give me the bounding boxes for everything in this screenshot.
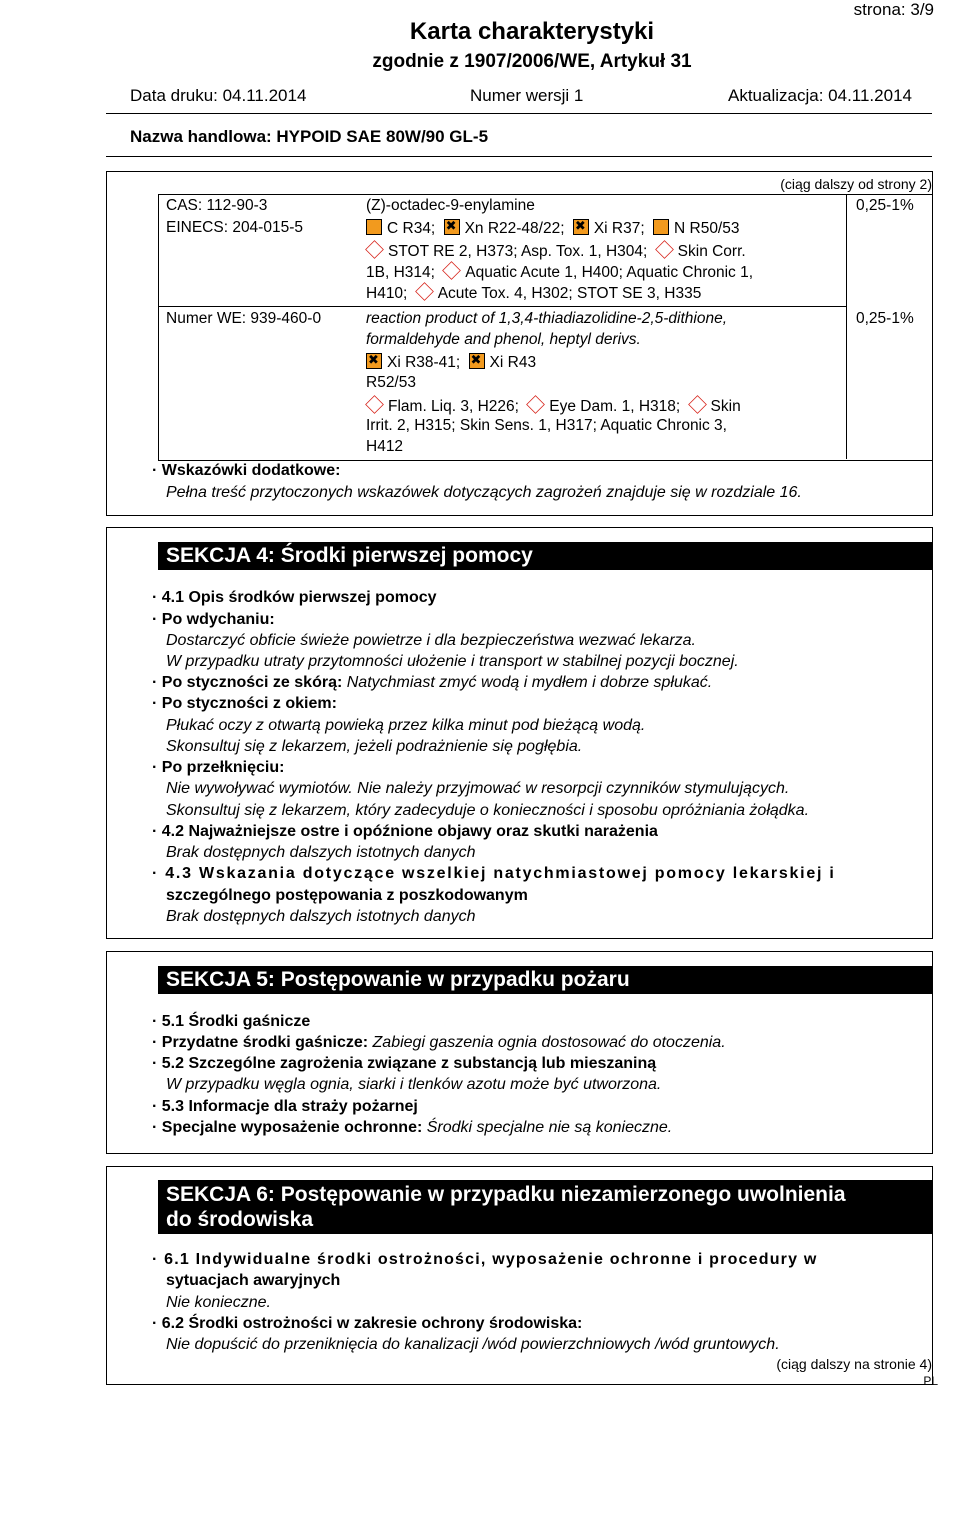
trade-name: Nazwa handlowa: HYPOID SAE 80W/90 GL-5 (130, 127, 489, 146)
ingredient-percentage: 0,25-1% (856, 310, 914, 327)
protective-equipment-line: · Specjalne wyposażenie ochronne: Środki specjalne nie są konieczne. (152, 1119, 673, 1136)
swallowing-text: Nie wywoływać wymiotów. Nie należy przyjmować w resorpcji czynników stymulujących. (166, 780, 790, 797)
flame-pictogram-icon (365, 395, 384, 414)
irritant-pictogram-icon (573, 219, 589, 235)
ingredient-percentage: 0,25-1% (856, 197, 914, 214)
swallowing-text: Skonsultuj się z lekarzem, który zadecyduje o konieczności i sposobu opróżniania żołądka. (166, 802, 810, 819)
section-5-2-text: W przypadku węgla ognia, siarki i tlenków azotu może być utworzona. (166, 1076, 662, 1093)
section-4-3-heading: · 4.3 Wskazania dotyczące wszelkiej natychmiastowej pomocy lekarskiej i (152, 865, 836, 882)
pct-column-line (846, 194, 847, 459)
ingredient-name: (Z)-octadec-9-enylamine (366, 197, 535, 214)
ingredient-name: reaction product of 1,3,4-thiadiazolidine-2,5-dithione, (366, 310, 728, 327)
section-5-1-heading: · 5.1 Środki gaśnicze (152, 1013, 311, 1030)
cas-number: CAS: 112-90-3 (166, 197, 268, 214)
suitable-media-line: · Przydatne środki gaśnicze: Zabiegi gaszenia ognia dostosować do otoczenia. (152, 1034, 726, 1051)
eye-contact-text: Skonsultuj się z lekarzem, jeżeli podrażnienie się pogłębia. (166, 738, 583, 755)
skin-contact-line: · Po styczności ze skórą: Natychmiast zmyć wodą i mydłem i dobrze spłukać. (152, 674, 713, 691)
section-6-1-text: Nie konieczne. (166, 1294, 271, 1311)
section-6-2-text: Nie dopuścić do przeniknięcia do kanalizacji /wód powierzchniowych /wód gruntowych. (166, 1336, 780, 1353)
document-subtitle: zgodnie z 1907/2006/WE, Artykuł 31 (372, 51, 692, 72)
harmful-pictogram-icon (444, 219, 460, 235)
section-5-3-heading: · 5.3 Informacje dla straży pożarnej (152, 1098, 418, 1115)
section-6-2-heading: · 6.2 Środki ostrożności w zakresie ochrony środowiska: (152, 1315, 583, 1332)
ingredient-hazard-line: H410; Acute Tox. 4, H302; STOT SE 3, H335 (366, 283, 701, 303)
inhalation-label: · Po wdychaniu: (152, 611, 275, 628)
swallowing-label: · Po przełknięciu: (152, 759, 285, 776)
ingredient-classification-line: ✖Xi R38-41; ✖ Xi R43 (366, 353, 536, 372)
inhalation-text: W przypadku utraty przytomności ułożenie i transport w stabilnej pozycji bocznej. (166, 653, 739, 670)
section-4-3-heading: szczególnego postępowania z poszkodowanym (166, 887, 528, 904)
section-4-1-heading: · 4.1 Opis środków pierwszej pomocy (152, 589, 437, 606)
header-separator (106, 113, 932, 114)
continued-to: (ciąg dalszy na stronie 4) (776, 1356, 932, 1372)
version-number: Numer wersji 1 (470, 86, 584, 105)
section-6-1-heading: sytuacjach awaryjnych (166, 1272, 341, 1289)
additional-info-text: Pełna treść przytoczonych wskazówek dotyczących zagrożeń znajduje się w rozdziale 16. (166, 484, 802, 501)
ingredient-classification-line: C R34; ✖ Xn R22-48/22; ✖ Xi R37; N R50/53 (366, 219, 739, 238)
ingredient-row-divider (158, 306, 846, 307)
section-5-title: SEKCJA 5: Postępowanie w przypadku pożaru (158, 966, 932, 994)
health-hazard-pictogram-icon (365, 240, 384, 259)
ingredient-hazard-line: Irrit. 2, H315; Skin Sens. 1, H317; Aquatic Chronic 3, (366, 417, 727, 434)
corrosion-pictogram-icon (526, 395, 545, 414)
continued-from: (ciąg dalszy od strony 2) (780, 176, 932, 192)
ingredient-hazard-line: 1B, H314; Aquatic Acute 1, H400; Aquatic Chronic 1, (366, 262, 753, 282)
einecs-number: EINECS: 204-015-5 (166, 219, 303, 236)
section-4-3-text: Brak dostępnych dalszych istotnych danych (166, 908, 476, 925)
environment-pictogram-icon (653, 219, 669, 235)
section-4-2-heading: · 4.2 Najważniejsze ostre i opóźnione objawy oraz skutki narażenia (152, 823, 658, 840)
ec-number: Numer WE: 939-460-0 (166, 310, 322, 327)
ingredient-hazard-line: H412 (366, 438, 404, 455)
update-date: Aktualizacja: 04.11.2014 (728, 86, 912, 105)
eye-contact-text: Płukać oczy z otwartą powieką przez kilka minut pod bieżącą wodą. (166, 717, 646, 734)
corrosion-pictogram-icon (655, 240, 674, 259)
section-5-2-heading: · 5.2 Szczególne zagrożenia związane z substancją lub mieszaniną (152, 1055, 657, 1072)
exclamation-pictogram-icon (688, 395, 707, 414)
language-code: PL (923, 1374, 938, 1388)
section-6-1-heading: · 6.1 Indywidualne środki ostrożności, wyposażenie ochronne i procedury w (152, 1251, 818, 1268)
ingredient-hazard-line: Flam. Liq. 3, H226; Eye Dam. 1, H318; Skin (366, 396, 741, 416)
irritant-pictogram-icon (366, 353, 382, 369)
ingredient-name: formaldehyde and phenol, heptyl derivs. (366, 331, 641, 348)
page-number: strona: 3/9 (853, 0, 934, 19)
ingredient-hazard-line: STOT RE 2, H373; Asp. Tox. 1, H304; Skin Corr. (366, 241, 746, 261)
additional-info-heading: · Wskazówki dodatkowe: (152, 462, 341, 479)
environment-hazard-pictogram-icon (442, 261, 461, 280)
trade-name-separator (106, 156, 932, 157)
document-title: Karta charakterystyki (409, 18, 655, 45)
eye-contact-label: · Po styczności z okiem: (152, 695, 337, 712)
inhalation-text: Dostarczyć obficie świeże powietrze i dla bezpieczeństwa wezwać lekarza. (166, 632, 696, 649)
section-6-title: SEKCJA 6: Postępowanie w przypadku niezamierzonego uwolnienia do środowiska (158, 1180, 932, 1234)
corrosive-pictogram-icon (366, 219, 382, 235)
section-4-title: SEKCJA 4: Środki pierwszej pomocy (158, 542, 932, 570)
section-4-2-text: Brak dostępnych dalszych istotnych danych (166, 844, 476, 861)
print-date: Data druku: 04.11.2014 (130, 86, 307, 105)
ingredient-classification-line: R52/53 (366, 374, 416, 391)
exclamation-pictogram-icon (415, 282, 434, 301)
irritant-pictogram-icon (469, 353, 485, 369)
